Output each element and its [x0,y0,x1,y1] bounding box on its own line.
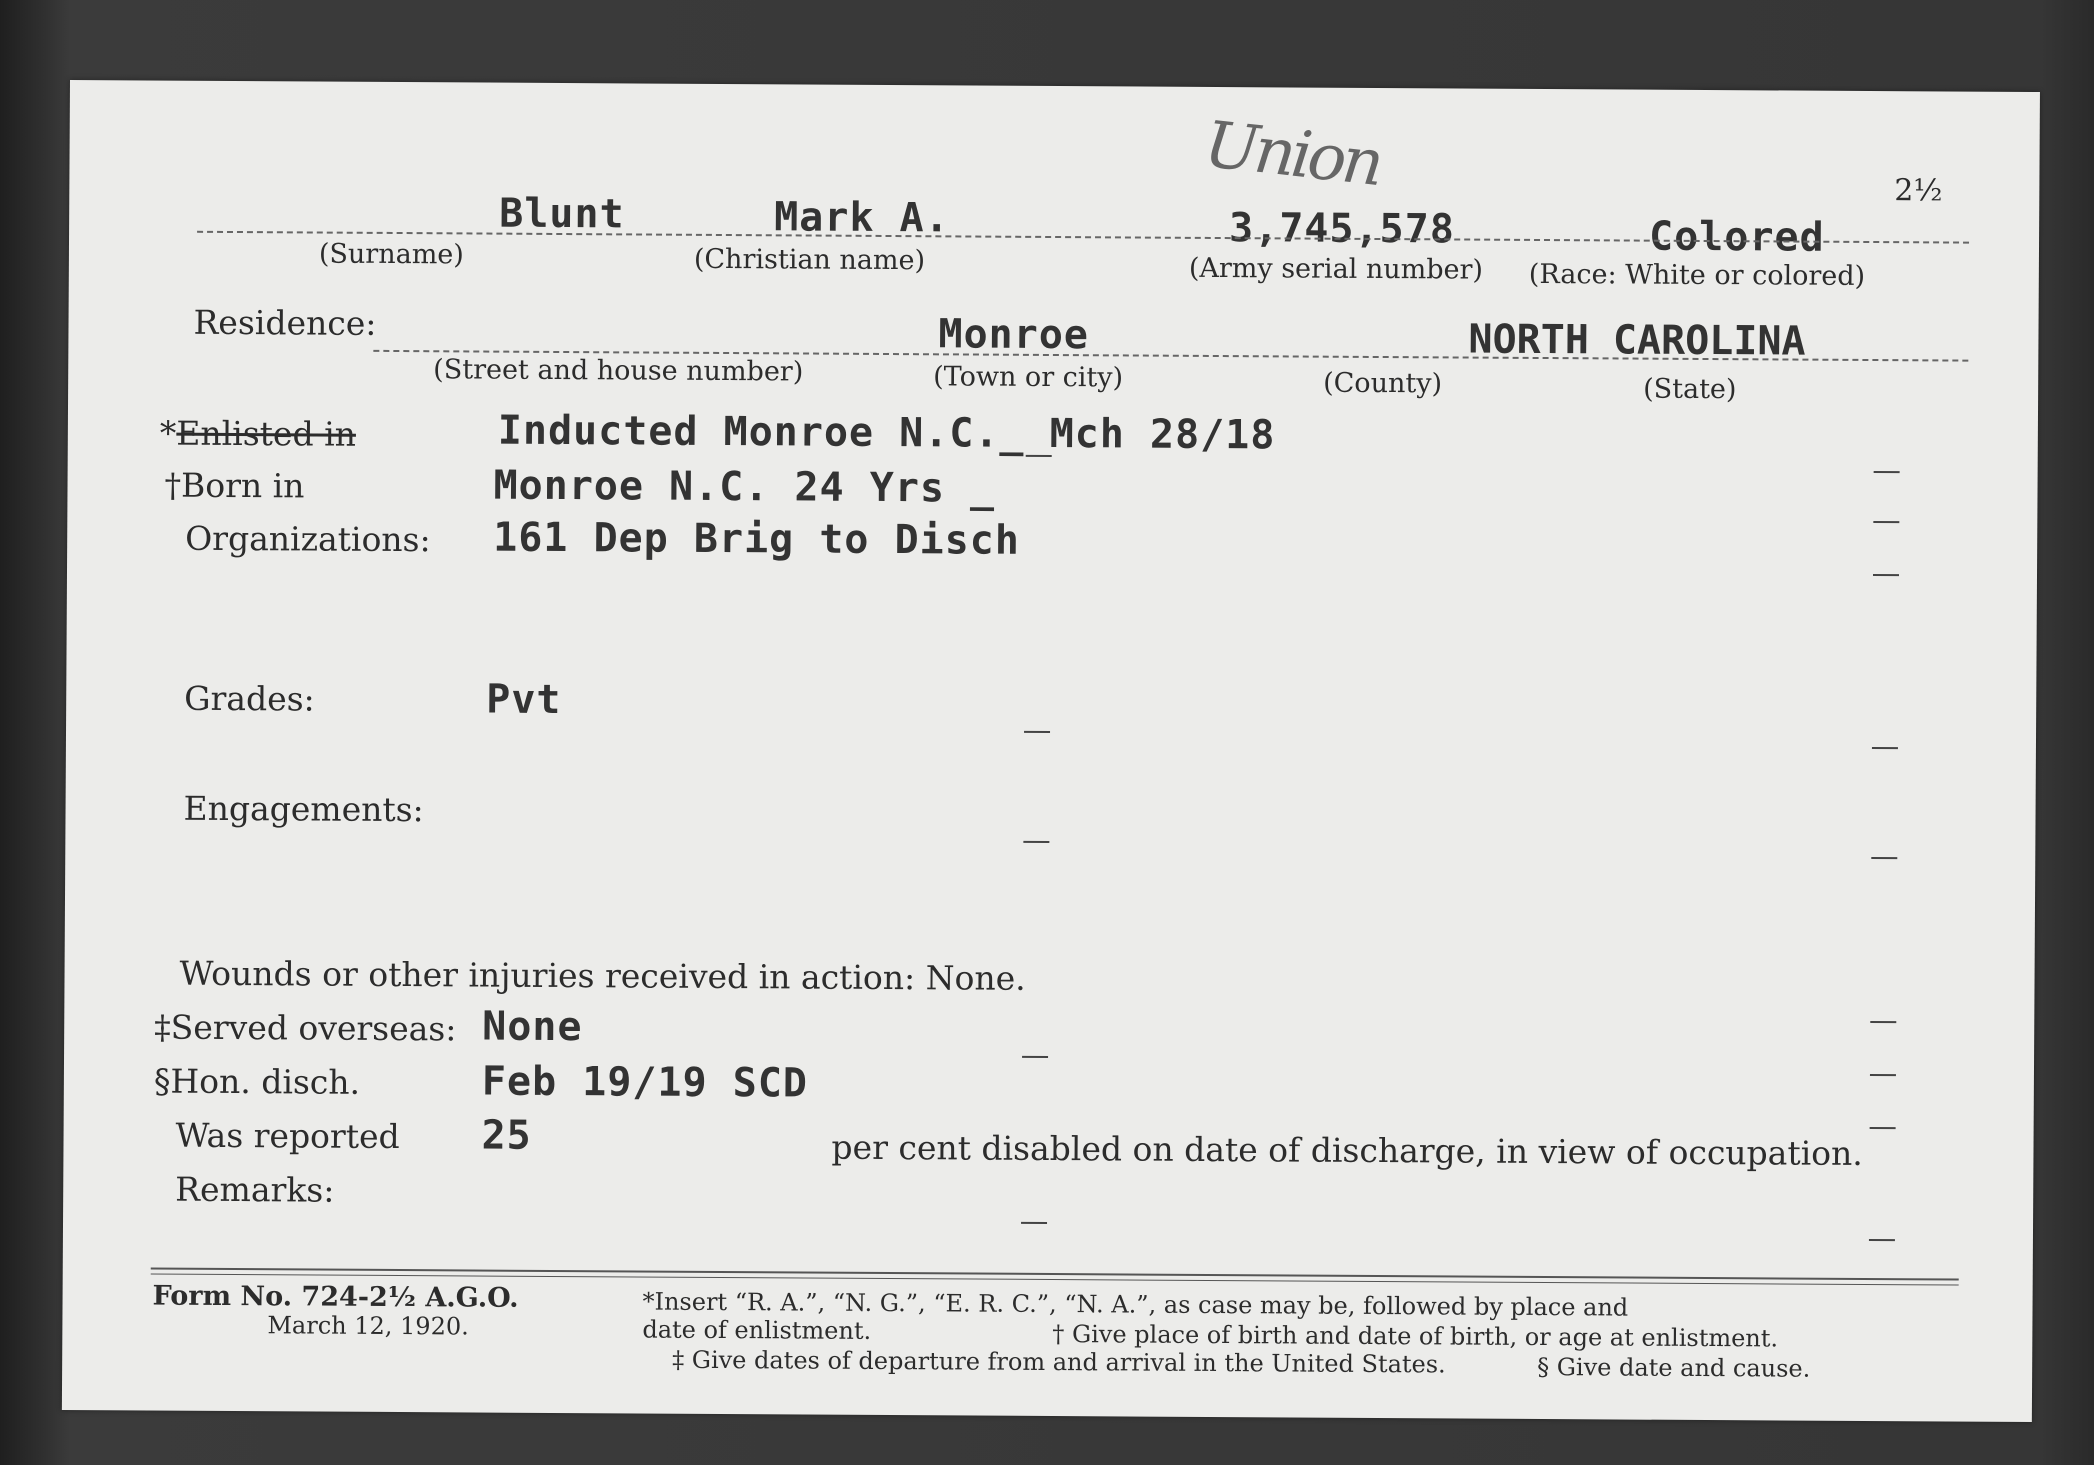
field-dash [1872,747,1898,749]
organizations-label: Organizations: [185,518,431,560]
remarks-label: Remarks: [175,1169,335,1210]
grades-value: Pvt [486,676,562,724]
card-number: 2½ [1894,173,1943,209]
hon-disch-label: §Hon. disch. [153,1061,361,1102]
residence-label: Residence: [193,302,377,343]
born-value: Monroe N.C. 24 Yrs _ [493,462,996,512]
state-caption: (State) [1643,373,1737,406]
christian-name-caption: (Christian name) [693,243,926,277]
race-caption: (Race: White or colored) [1528,258,1866,292]
field-dash [1870,1074,1896,1076]
serial-number-value: 3,745,578 [1228,205,1456,253]
enlisted-value: Inducted Monroe N.C._ Mch 28/18 [497,407,1276,459]
record-card [62,80,2040,1422]
field-dash [1870,1127,1896,1129]
surname-caption: (Surname) [318,238,464,271]
born-label: †Born in [164,465,305,506]
field-dash [1022,1056,1048,1058]
county-caption: (County) [1323,367,1443,400]
form-date: March 12, 1920. [267,1311,469,1341]
surname-value: Blunt [499,190,625,238]
field-dash [1874,471,1900,473]
town-value: Monroe [938,311,1090,359]
form-number: Form No. 724-2½ A.G.O. [152,1280,519,1314]
footnote-discharge: § Give date and cause. [1537,1352,1811,1383]
serial-caption: (Army serial number) [1188,252,1484,286]
overseas-value: None [482,1003,583,1051]
field-dash [1021,1222,1047,1224]
footnote-overseas: ‡ Give dates of departure from and arrival in the United States. [672,1345,1446,1379]
overseas-label: ‡Served overseas: [154,1007,457,1049]
field-dash [1871,857,1897,859]
footnote-enlistment: date of enlistment. [642,1315,872,1345]
reported-suffix: per cent disabled on date of discharge, in view of occupation. [831,1127,1863,1173]
state-value: NORTH CAROLINA [1468,316,1806,365]
field-dash [1870,1021,1896,1023]
reported-label: Was reported [175,1115,400,1157]
field-dash [1023,841,1049,843]
christian-name-value: Mark A. [774,194,950,242]
town-caption: (Town or city) [933,361,1124,394]
hon-disch-value: Feb 19/19 SCD [481,1058,809,1107]
field-dash [1026,455,1052,457]
field-dash [1869,1239,1895,1241]
footnote-insert: *Insert “R. A.”, “N. G.”, “E. R. C.”, “N. A.”, as case may be, followed by place and [642,1287,1629,1322]
field-dash [1873,521,1899,523]
footnote-birth: † Give place of birth and date of birth, or age at enlistment. [1052,1320,1779,1353]
field-dash [1873,574,1899,576]
organizations-value: 161 Dep Brig to Disch [493,514,1021,564]
handwritten-county: Union [1201,107,1384,201]
wounds-label: Wounds or other injuries received in action: None. [179,953,1026,998]
street-caption: (Street and house number) [433,354,804,388]
field-dash [1024,731,1050,733]
engagements-label: Engagements: [183,788,424,830]
race-value: Colored [1648,213,1825,261]
enlisted-label: *Enlisted in [159,413,357,454]
reported-value: 25 [481,1112,532,1159]
grades-label: Grades: [184,678,315,719]
